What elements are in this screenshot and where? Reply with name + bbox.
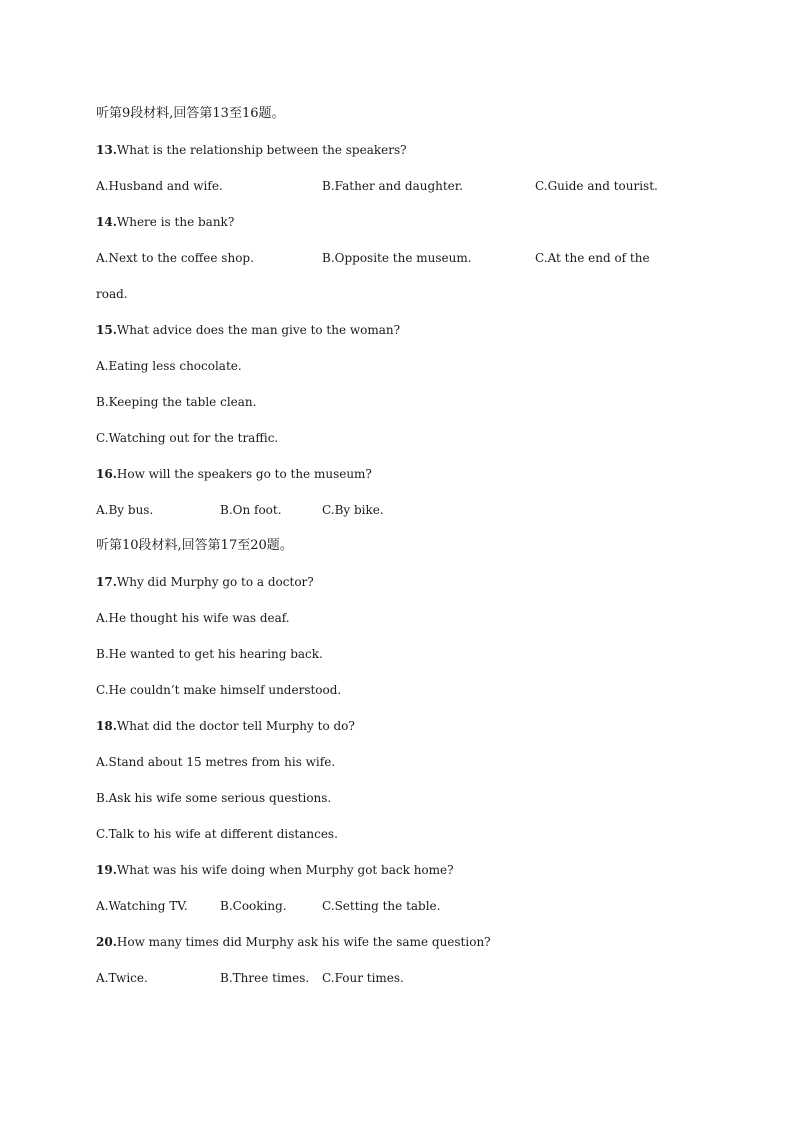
- question-number: 16.: [96, 467, 117, 481]
- question-16: [96, 464, 372, 484]
- question-17: [96, 572, 314, 592]
- question-text: How many times did Murphy ask his wife the same question?: [116, 935, 491, 949]
- question-text: What was his wife doing when Murphy got back home?: [116, 863, 454, 877]
- question-19: [96, 860, 454, 880]
- option-c: C.At the end of the: [535, 251, 650, 265]
- question-20-options: [96, 968, 496, 988]
- question-text: Where is the bank?: [116, 215, 235, 229]
- question-text: What advice does the man give to the woman?: [116, 323, 401, 337]
- question-19-options: [96, 896, 496, 916]
- option-c: C.Talk to his wife at different distances.: [96, 827, 338, 841]
- question-20: [96, 932, 491, 952]
- question-text: What did the doctor tell Murphy to do?: [116, 719, 355, 733]
- question-number: 14.: [96, 215, 117, 229]
- question-15: [96, 320, 400, 340]
- option-c: C.Watching out for the traffic.: [96, 431, 279, 445]
- option-a: A.Next to the coffee shop.: [96, 251, 254, 265]
- question-14-options: [96, 248, 696, 268]
- option-b: B.Ask his wife some serious questions.: [96, 791, 332, 805]
- option-b: B.Opposite the museum.: [322, 251, 472, 265]
- question-18: [96, 716, 355, 736]
- question-16-options: [96, 500, 496, 520]
- question-13: [96, 140, 407, 160]
- option-b: B.Cooking.: [220, 899, 287, 913]
- option-a: A.By bus.: [96, 503, 154, 517]
- option-a: A.Husband and wife.: [96, 179, 223, 193]
- section-9-header: 听第9段材料,回答第13至16题。: [96, 106, 285, 121]
- section-10-header: 听第10段材料,回答第17至20题。: [96, 538, 293, 553]
- option-a: A.Stand about 15 metres from his wife.: [96, 755, 336, 769]
- question-text: What is the relationship between the speakers?: [116, 143, 407, 157]
- question-number: 17.: [96, 575, 117, 589]
- option-b: B.Keeping the table clean.: [96, 395, 257, 409]
- question-14: [96, 212, 234, 232]
- question-text: How will the speakers go to the museum?: [116, 467, 372, 481]
- option-b: B.Three times.: [220, 971, 310, 985]
- option-a: A.He thought his wife was deaf.: [96, 611, 290, 625]
- option-c: C.Guide and tourist.: [535, 179, 658, 193]
- question-number: 18.: [96, 719, 117, 733]
- question-number: 15.: [96, 323, 117, 337]
- option-c: C.Four times.: [322, 971, 404, 985]
- question-number: 13.: [96, 143, 117, 157]
- option-b: B.On foot.: [220, 503, 282, 517]
- question-text: Why did Murphy go to a doctor?: [116, 575, 314, 589]
- option-a: A.Twice.: [96, 971, 148, 985]
- option-b: B.Father and daughter.: [322, 179, 464, 193]
- option-b: B.He wanted to get his hearing back.: [96, 647, 323, 661]
- option-c: C.Setting the table.: [322, 899, 441, 913]
- question-number: 19.: [96, 863, 117, 877]
- question-14-option-c-continuation: road.: [96, 287, 128, 301]
- question-13-options: [96, 176, 696, 196]
- option-c: C.By bike.: [322, 503, 384, 517]
- option-a: A.Eating less chocolate.: [96, 359, 242, 373]
- option-c: C.He couldn’t make himself understood.: [96, 683, 342, 697]
- question-number: 20.: [96, 935, 117, 949]
- option-a: A.Watching TV.: [96, 899, 188, 913]
